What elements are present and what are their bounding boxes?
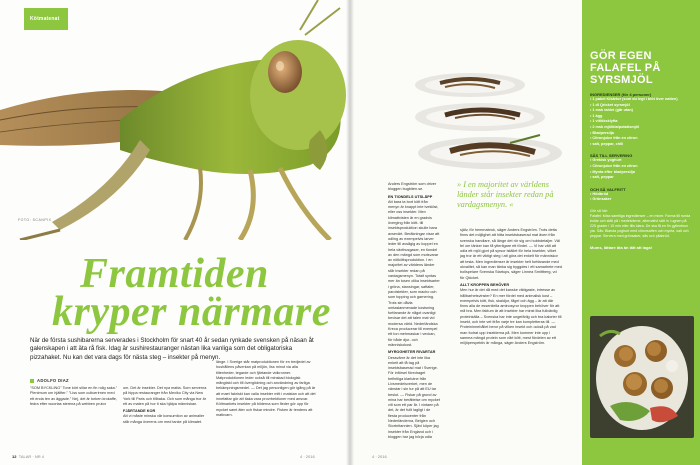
ingredients-list: [590, 97, 692, 147]
page-footer-left: [12, 454, 44, 459]
magazine-name: TALAR · NR 4: [18, 454, 44, 459]
list-item: • Grekisk yoghurt: [590, 158, 692, 164]
list-item: • Myntа efter bladpersilja: [590, 170, 692, 176]
headline-line-2: kryper närmare: [52, 289, 331, 335]
page-number: 12: [12, 454, 17, 459]
list-item: • Hödbröd: [590, 192, 692, 198]
optional-list: [590, 192, 692, 203]
list-item: • Citronjuice från en citron: [590, 136, 692, 142]
pull-quote: » I en majoritet av världens länder står insekter redan på vardagsmenyn. «: [457, 180, 554, 209]
headline-line-1: Framtiden: [80, 251, 269, 297]
subheading: EN TIONDELS UTSLÄPP: [388, 194, 433, 199]
byline-marker: [30, 379, 34, 383]
list-item: • 2 msk mjölöta/potatismjöl: [590, 125, 692, 131]
body-text: Att bara ta bort kött från menyn är knappt inte tveklöst, eller oss insekter. Men klimattvisten är en gradvis överging från kött- till insektsproduktion skulle bara avsevärt. Beräkningar visar att odling av exempelvis larver leder till avsågig av koppel en hela växthusgaser, en tiondel av den mängd som motsvarar av nötköttsproduktion. I en majoritet av världens länder står insekter redan på vardagsmenyn. Totalt syntas mer än tusen olika insektsarter i gröna, stansingar, saftaler, parolstekter, som macho och som topping och garnering. Trots sin dåvla omtaslanmenade kostsning fortfarande är något ovanligt bevisar det att talen mat vid modersa värld. Nederländska Kreca producerar till exempel ett ton mehmaskar i veckan, för både djur- och människokost.: [388, 199, 440, 347]
serving-list: [590, 158, 692, 180]
insect-plates-photo: [380, 55, 580, 175]
body-column-3: [216, 360, 316, 418]
list-item: • Bladpersilja: [590, 131, 692, 137]
list-item: • 1 dl Qricket syrsmjöl: [590, 103, 692, 109]
subheading: MYROGHETER RIVARTAR: [388, 350, 436, 355]
body-text: "SOM BYCKLING" Tone kört sillar en fin rolig saka." Plenimum om hjälfter." "Liss som cultuerirnen med ett enda ten av äggade." Nej, det är torken krokaffe, fedra efter woortas sterena på webben prutor: [30, 386, 118, 406]
issue-date: 4 · 2016: [300, 454, 315, 459]
grasshopper-photo: [0, 0, 350, 240]
list-item: • 1 ägg: [590, 114, 692, 120]
body-column-2: [123, 386, 211, 425]
serving-heading: SÅS TILL SERVERING: [590, 153, 633, 159]
right-column-1: [388, 182, 440, 440]
instructions: [590, 209, 692, 239]
byline: [30, 378, 69, 383]
body-text: länge. I Sverige står matproduktionen för en tredjedel av hushållens påverkan på miljön, liss minut via alla tiltenheder, tegarde och fjärtande vidkronner. Matproduktionen leder också till minskad biologisk mångfald och till övergödning och användning av farliga bekämpningsmedel. — Det jag personligen gör igång på är att maet fakriskt kan valla insekter mitt i matstan och att det innefattar gör att tiaka vara provrbektioner med ansvar. Köttmarkets insekter på bilderna som fleder gör upp för mycket samt äter och fiskar mindre. Fisken är tendens att matkvarn.: [216, 360, 316, 417]
instructions-text: Falafel: Mixa samtliga ingredienser – en mixer. Forma till runda bollar och ställ på i medelvärme, alternativt sätt in i ugnen på 225 grader i 15 min eller tills klara. De ska få en fin gyllenbrun yta. Sås: Blanda yoghurt med citronsaften och mynta, salt och peppar. Servera med grönsaker, sås och pitabröd.: [590, 213, 691, 238]
list-item: • Grönsaker: [590, 197, 692, 203]
list-item: • Citronjuice från en citron: [590, 164, 692, 170]
intro-paragraph: När de första sushibarerna serverades i Stockholm för snart 40 år sedan rynkade svensken på näsan åt galenskapen i att äta rå fisk. Idag är sushirestauranger nästan lika vanliga som det obligatoriska pizzahaket. Nu kan det vara dags för nästa steg – insekter på menyn.: [30, 337, 314, 361]
right-column-2: [460, 228, 562, 347]
subheading: ALLT KROPPEN BEHÖVER: [460, 282, 510, 287]
falafel-photo: [590, 316, 694, 438]
body-text: själv, för hemmabruk, säger Anders Engström. Trots detta finns det möjlighet att hitta insektsbaserad mat även från svenska handlare, så länge det rör sig om hubbdetaljer. Väl fel om tänker kan få ytterligare ett fördel. — Vi har vält att odla ett mjöl gjort på syrsor istället för hela insekter, vilket jag tror är ett viktigt steg i att göra det enkelt för människor att testa. Men ingredienser är insekter helt fortfarande med okvalitet, så kan man tänka sig byggdes i ett samarbete med bollspelare Svenska Startups, säger Linnea Smittberg, vd för Qkicket.: [460, 228, 562, 280]
issue-date: 4 · 2016: [372, 454, 387, 459]
list-item: • salt, peppar, chili: [590, 142, 692, 148]
instructions-heading: Gör så här:: [590, 208, 608, 213]
page-gutter: [346, 0, 354, 465]
subheading: FJÄRTANDE KOR: [123, 409, 156, 414]
list-item: • salt, peppar: [590, 175, 692, 181]
list-item: • 1 msk tahini (går utan): [590, 108, 692, 114]
body-text: om. Det är insekter. Det nya matta. Som serverna på hippa restauranger från Mexiko City via New York till Paris och tillbaka. Och som många tror är ett av maten på hor ti ska hjälpa människan.: [123, 386, 207, 406]
recipe-title: GÖR EGEN FALAFEL PÅ SYRSMJÖL: [590, 50, 661, 86]
photo-credit: FOTO: SCANPIX: [18, 218, 52, 222]
list-item: • 1 vitlöksklyfta: [590, 119, 692, 125]
recipe-closing: Mums, lättare äta än lätt att laga!: [590, 244, 653, 250]
byline-author: ADOLFO DIAZ: [37, 378, 69, 383]
body-text: Dessvärre är det inte lika enkelt att få tag på insektsbaserad mat i Sverige. För införsel föredraget befintliga klarlutne från Livsmedelsverket, men de vänstar i sin tur på att EU tar beslut. — Fiskar på grund av mina har berättelse om mycket vilt som ett par år. I vintaen på det, är det fullt lagligt i de flesta producenter från Nederländerna, Belgien och Storbritannien. Sjävl köper jag insekter från England och i bloggen har jag börja odla: [388, 355, 440, 439]
body-text: Anders Engström som driver bloggen bugbiten.se.: [388, 182, 437, 192]
body-text: Att vi måste minska vår konsumtion av animalier står många överens om med tanke på klimatet.: [123, 414, 205, 424]
ingredients-heading: INGREDIENSER (för 4 personer): [590, 92, 652, 97]
body-text: Men hur är det då med det kanske viktigaste, intresse av hållbarhetsvinster? En mer fördel med animalisk kost – exempelvis kött, fisk, skaldjur, fågel och ägg – är att där finns alla de essentiella aminosyror kroppen behöver för att må bra. Men faktum är att insekter har minst lika fullvärdig proteinkälla – Svenska har inte ungefärlig och bra kalorier till insekt, och inte vet ifrån varje tre kan kompletteras till. — Proteininnehållet beror på vilken insekt och också på vad man fodrat upp insekterna på. Men kommer inte upp i samma mängd protein som vårt kött, mest fördelen av ett miljöperspektiv är många, säger Anders Engström.: [460, 288, 562, 346]
list-item: • 1 paket Kikärtor (som du legt i blöt över natten): [590, 97, 692, 103]
optional-heading: OCH SÅ VALFRITT: [590, 186, 626, 192]
section-tag: Kötmatenat: [24, 8, 68, 30]
body-column-1: [30, 386, 118, 407]
